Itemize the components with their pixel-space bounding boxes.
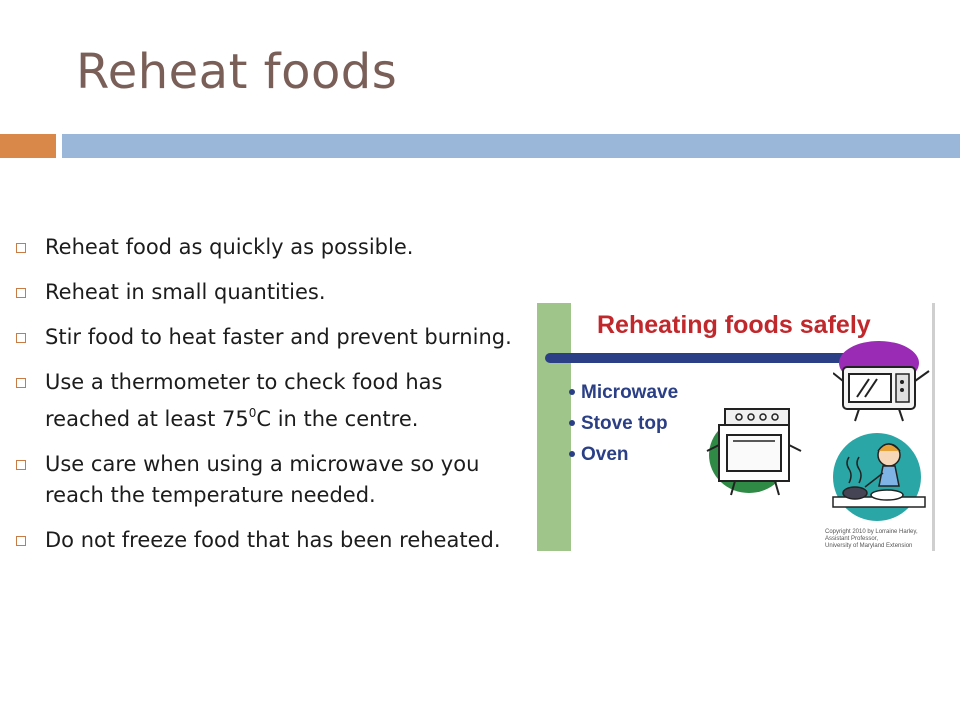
figure-method-item: Stove top	[569, 408, 678, 439]
bullet-text: Reheat in small quantities.	[45, 280, 326, 304]
degree-superscript: 0	[248, 406, 257, 420]
bullet-item	[16, 367, 526, 435]
child-cooking-illustration	[829, 431, 929, 527]
square-bullet-icon	[16, 378, 26, 388]
square-bullet-icon	[16, 243, 26, 253]
square-bullet-icon	[16, 536, 26, 546]
bullet-text: Do not freeze food that has been reheated.	[45, 528, 501, 552]
bullet-item	[16, 232, 526, 263]
copyright-line: Copyright 2010 by Lorraine Harley,	[825, 529, 918, 535]
title-rule-accent	[0, 134, 56, 158]
bullet-text: Reheat food as quickly as possible.	[45, 235, 414, 259]
figure-copyright	[825, 529, 931, 550]
figure-underline-bar	[545, 353, 851, 363]
reheating-figure	[537, 303, 935, 551]
square-bullet-icon	[16, 460, 26, 470]
bullet-text-after: C in the centre.	[256, 407, 419, 431]
bullet-item	[16, 449, 526, 511]
bullet-text-before: Use a thermometer to check food has reached at least 75	[45, 370, 443, 431]
bullet-item	[16, 277, 526, 308]
figure-right-edge	[932, 303, 935, 551]
square-bullet-icon	[16, 333, 26, 343]
oven-illustration	[705, 399, 805, 499]
bullet-list	[16, 232, 526, 570]
figure-side-band	[537, 303, 571, 551]
bullet-item	[16, 525, 526, 556]
figure-method-item: Microwave	[569, 377, 678, 408]
square-bullet-icon	[16, 288, 26, 298]
copyright-line: University of Maryland Extension	[825, 543, 913, 549]
figure-method-item: Oven	[569, 439, 678, 470]
bullet-text: Stir food to heat faster and prevent burning.	[45, 325, 512, 349]
figure-title: Reheating foods safely	[597, 311, 871, 339]
bullet-text: Use care when using a microwave so you reach the temperature needed.	[45, 452, 480, 507]
figure-method-list	[569, 377, 678, 470]
title-rule-bar	[62, 134, 960, 158]
bullet-item	[16, 322, 526, 353]
copyright-line: Assistant Professor,	[825, 536, 879, 542]
microwave-illustration	[833, 341, 933, 423]
slide-title: Reheat foods	[76, 44, 398, 100]
